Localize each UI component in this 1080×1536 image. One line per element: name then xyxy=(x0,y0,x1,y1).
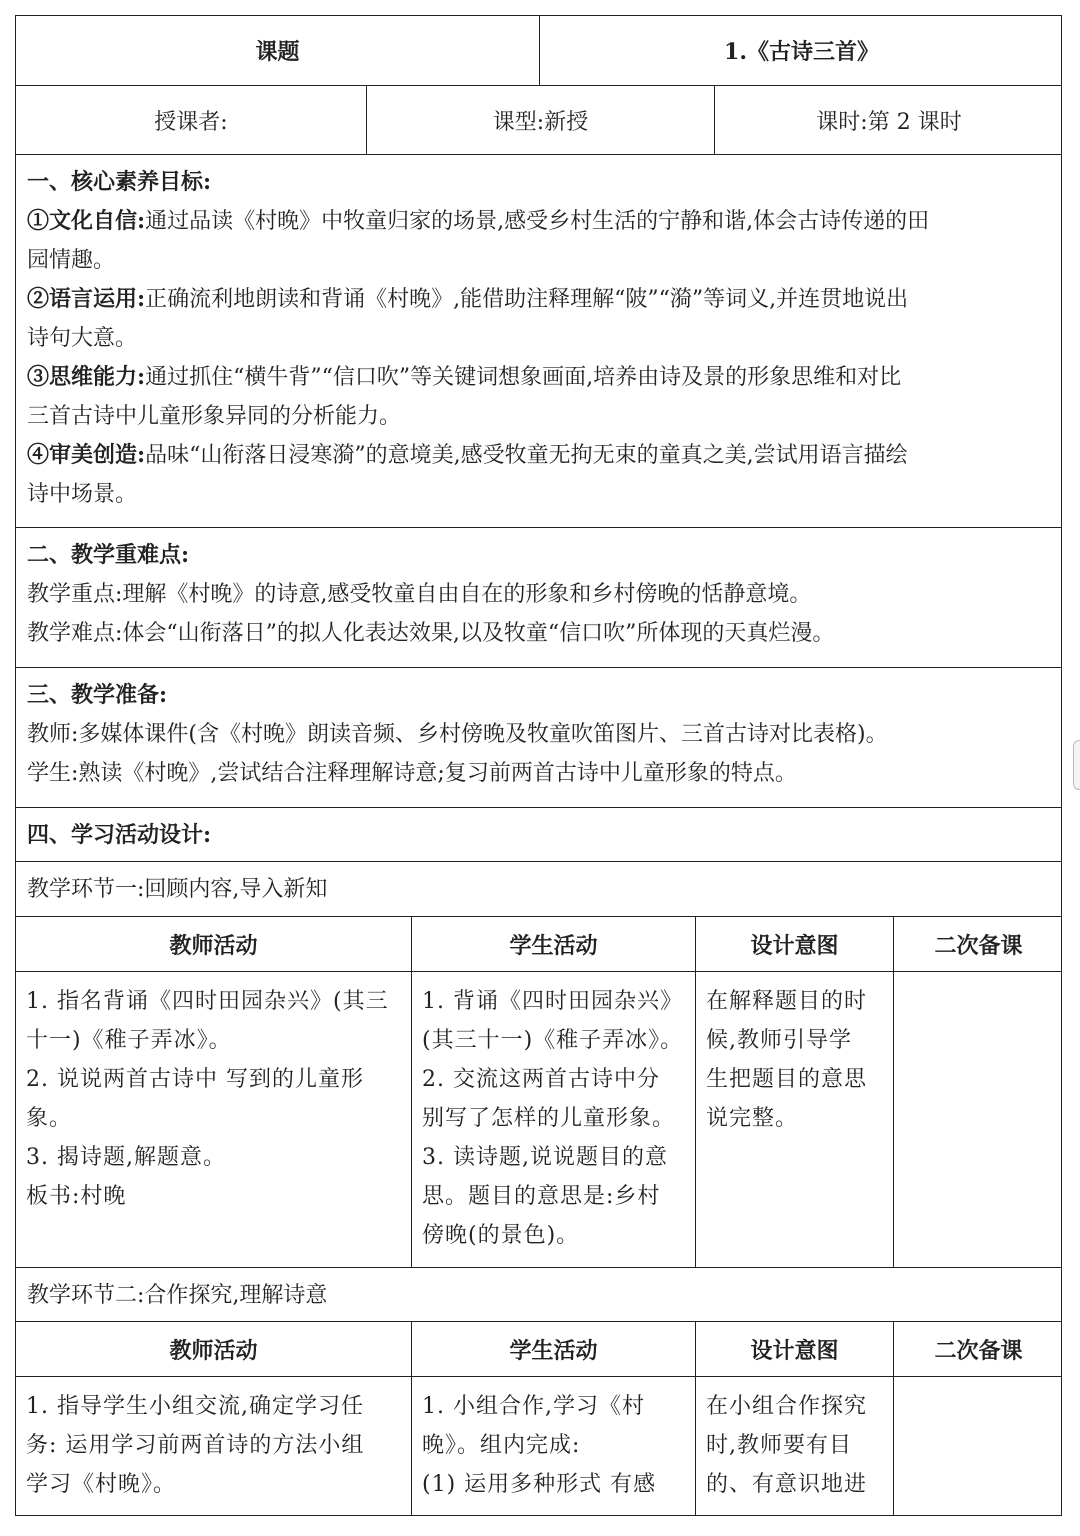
difficulty-line: 教学难点:体会“山衔落日”的拟人化表达效果,以及牧童“信口吹”所体现的天真烂漫。 xyxy=(27,621,835,646)
stage1-title-row xyxy=(15,861,1062,916)
stage2-teacher-cell: 1. 指导学生小组交流,确定学习任 务: 运用学习前两首诗的方法小组 学习《村晚》。 xyxy=(26,1394,365,1497)
core-goals-title: 一、核心素养目标: xyxy=(27,169,212,195)
stage2-content-row xyxy=(15,1376,1062,1516)
activity-design-title-row xyxy=(15,807,1062,861)
goal-item: ②语言运用:正确流利地朗读和背诵《村晚》,能借助注释理解“陂”“漪”等词义,并连贯地说出 诗句大意。 xyxy=(27,286,909,351)
stage1-title: 教学环节一:回顾内容,导入新知 xyxy=(27,877,328,902)
stage1-content-row xyxy=(15,971,1062,1267)
stage1-notes-cell[interactable] xyxy=(893,972,1063,1267)
stage2-notes-cell[interactable] xyxy=(893,1377,1063,1515)
goal-item: ④审美创造:品味“山衔落日浸寒漪”的意境美,感受牧童无拘无束的童真之美,尝试用语言描绘 诗中场景。 xyxy=(27,442,908,507)
key-points-title: 二、教学重难点: xyxy=(27,542,190,568)
meta-row xyxy=(15,85,1062,154)
lesson-period-cell xyxy=(714,86,1063,154)
stage2-student-cell: 1. 小组合作,学习《村 晚》。组内完成: (1) 运用多种形式 有感 xyxy=(411,1377,695,1515)
column-header-teacher: 教师活动 xyxy=(169,1337,258,1364)
stage1-intent-cell: 在解释题目的时 候,教师引导学 生把题目的意思 说完整。 xyxy=(695,972,893,1267)
preparation-title: 三、教学准备: xyxy=(27,682,168,708)
stage2-intent-cell: 在小组合作探究 时,教师要有目 的、有意识地进 xyxy=(695,1377,893,1515)
column-header-notes: 二次备课 xyxy=(893,917,1063,971)
column-header-student: 学生活动 xyxy=(411,917,695,971)
lesson-period-text: 课时:第 2 课时 xyxy=(816,109,962,135)
topic-row xyxy=(15,15,1062,85)
column-header-intent: 设计意图 xyxy=(695,917,893,971)
topic-value xyxy=(539,16,1063,85)
lesson-type-text: 课型:新授 xyxy=(492,109,589,135)
student-prep-line: 学生:熟读《村晚》,尝试结合注释理解诗意;复习前两首古诗中儿童形象的特点。 xyxy=(27,761,797,786)
topic-value-text: 1.《古诗三首》 xyxy=(724,39,879,65)
activity-design-title: 四、学习活动设计: xyxy=(27,822,212,848)
stage2-header-row xyxy=(15,1321,1062,1376)
preparation-section xyxy=(15,667,1062,807)
column-header-teacher: 教师活动 xyxy=(169,932,258,959)
side-scroll-tab[interactable] xyxy=(1073,740,1080,790)
teacher-text: 授课者: xyxy=(154,109,228,135)
stage2-title-row xyxy=(15,1267,1062,1321)
stage1-header-row xyxy=(15,916,1062,971)
key-points-section xyxy=(15,527,1062,667)
lesson-type-cell xyxy=(366,86,714,154)
column-header-notes: 二次备课 xyxy=(893,1322,1063,1376)
column-header-student: 学生活动 xyxy=(411,1322,695,1376)
core-goals-section xyxy=(15,154,1062,527)
stage2-title: 教学环节二:合作探究,理解诗意 xyxy=(27,1283,328,1308)
teacher-prep-line: 教师:多媒体课件(含《村晚》朗读音频、乡村傍晚及牧童吹笛图片、三首古诗对比表格)。 xyxy=(27,722,888,747)
goal-item: ①文化自信:通过品读《村晚》中牧童归家的场景,感受乡村生活的宁静和谐,体会古诗传递的田 园情趣。 xyxy=(27,208,930,273)
teacher-cell xyxy=(16,86,366,154)
column-header-intent: 设计意图 xyxy=(695,1322,893,1376)
stage1-student-cell: 1. 背诵《四时田园杂兴》 (其三十一)《稚子弄冰》。 2. 交流这两首古诗中分 别写了怎样的儿童形象。 3. 读诗题,说说题目的意 思。题目的意思是:乡村 傍晚(的景色)。 xyxy=(411,972,695,1267)
topic-label xyxy=(16,16,539,85)
topic-label-text: 课题 xyxy=(255,39,300,65)
stage1-teacher-cell: 1. 指名背诵《四时田园杂兴》(其三 十一)《稚子弄冰》。 2. 说说两首古诗中 写到的儿童形 象。 3. 揭诗题,解题意。 板书:村晚 xyxy=(26,989,389,1209)
key-point-line: 教学重点:理解《村晚》的诗意,感受牧童自由自在的形象和乡村傍晚的恬静意境。 xyxy=(27,582,812,607)
goal-item: ③思维能力:通过抓住“横牛背”“信口吹”等关键词想象画面,培养由诗及景的形象思维和对比 三首古诗中儿童形象异同的分析能力。 xyxy=(27,364,902,429)
